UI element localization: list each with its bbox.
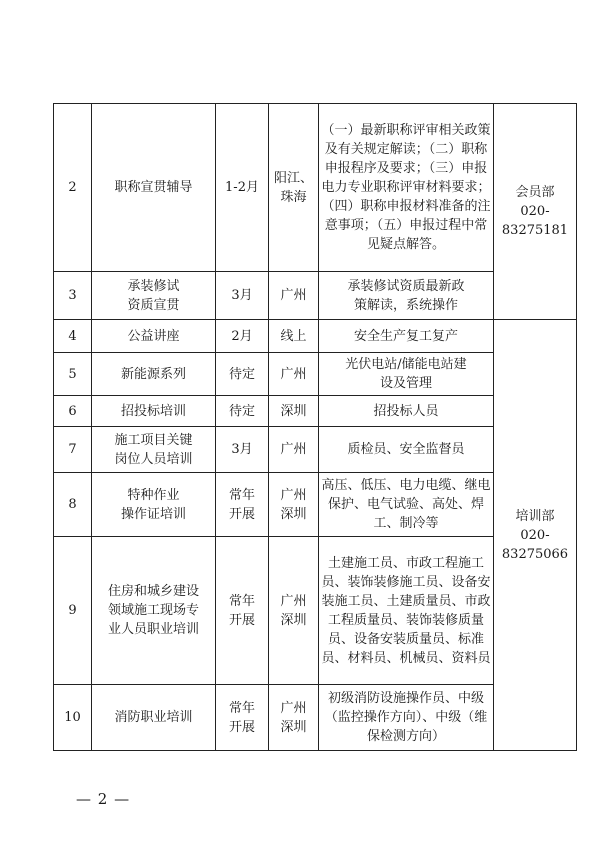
course-place: 阳江、 珠海 [269, 104, 319, 272]
course-name: 施工项目关键 岗位人员培训 [92, 427, 216, 473]
course-content: 安全生产复工复产 [319, 320, 494, 353]
course-time: 待定 [216, 396, 269, 427]
table-row [54, 320, 577, 353]
course-place: 广州 [269, 353, 319, 396]
course-content: （一）最新职称评审相关政策及有关规定解读；（二）职称申报程序及要求；（三）申报电力专业职称评审材料要求；（四）职称申报材料准备的注意事项；（五）申报过程中常见疑点解答。 [319, 104, 494, 272]
row-number: 8 [54, 473, 92, 537]
course-time: 常年 开展 [216, 685, 269, 751]
row-number: 5 [54, 353, 92, 396]
course-name: 住房和城乡建设 领域施工现场专 业人员职业培训 [92, 537, 216, 685]
course-time: 常年 开展 [216, 537, 269, 685]
row-number: 9 [54, 537, 92, 685]
row-number: 4 [54, 320, 92, 353]
course-content: 高压、低压、电力电缆、继电保护、电气试验、高处、焊工、制冷等 [319, 473, 494, 537]
course-time: 2月 [216, 320, 269, 353]
course-name: 消防职业培训 [92, 685, 216, 751]
page-number: — 2 — [76, 790, 131, 808]
row-number: 7 [54, 427, 92, 473]
row-number: 2 [54, 104, 92, 272]
course-name: 招投标培训 [92, 396, 216, 427]
course-name: 公益讲座 [92, 320, 216, 353]
course-place: 深圳 [269, 396, 319, 427]
course-content: 质检员、安全监督员 [319, 427, 494, 473]
table-row [54, 104, 577, 272]
row-number: 10 [54, 685, 92, 751]
course-time: 3月 [216, 427, 269, 473]
department-contact-member: 会员部 020-83275181 [494, 104, 577, 320]
course-content: 承装修试资质最新政 策解读，系统操作 [319, 272, 494, 320]
course-place: 广州 [269, 272, 319, 320]
course-content: 土建施工员、市政工程施工员、装饰装修施工员、设备安装施工员、土建质量员、市政工程质量员、装饰装修质量员、设备安装质量员、标准员、材料员、机械员、资料员 [319, 537, 494, 685]
course-time: 3月 [216, 272, 269, 320]
course-time: 1-2月 [216, 104, 269, 272]
row-number: 6 [54, 396, 92, 427]
course-place: 广州 深圳 [269, 685, 319, 751]
course-place: 线上 [269, 320, 319, 353]
course-name: 特种作业 操作证培训 [92, 473, 216, 537]
course-content: 招投标人员 [319, 396, 494, 427]
course-name: 承装修试 资质宣贯 [92, 272, 216, 320]
course-content: 光伏电站/储能电站建 设及管理 [319, 353, 494, 396]
course-place: 广州 深圳 [269, 473, 319, 537]
course-content: 初级消防设施操作员、中级（监控操作方向）、中级（维保检测方向） [319, 685, 494, 751]
course-time: 常年 开展 [216, 473, 269, 537]
training-schedule-table [53, 103, 577, 751]
row-number: 3 [54, 272, 92, 320]
course-place: 广州 深圳 [269, 537, 319, 685]
course-name: 职称宣贯辅导 [92, 104, 216, 272]
department-contact-training: 培训部 020-83275066 [494, 320, 577, 751]
course-name: 新能源系列 [92, 353, 216, 396]
course-place: 广州 [269, 427, 319, 473]
course-time: 待定 [216, 353, 269, 396]
